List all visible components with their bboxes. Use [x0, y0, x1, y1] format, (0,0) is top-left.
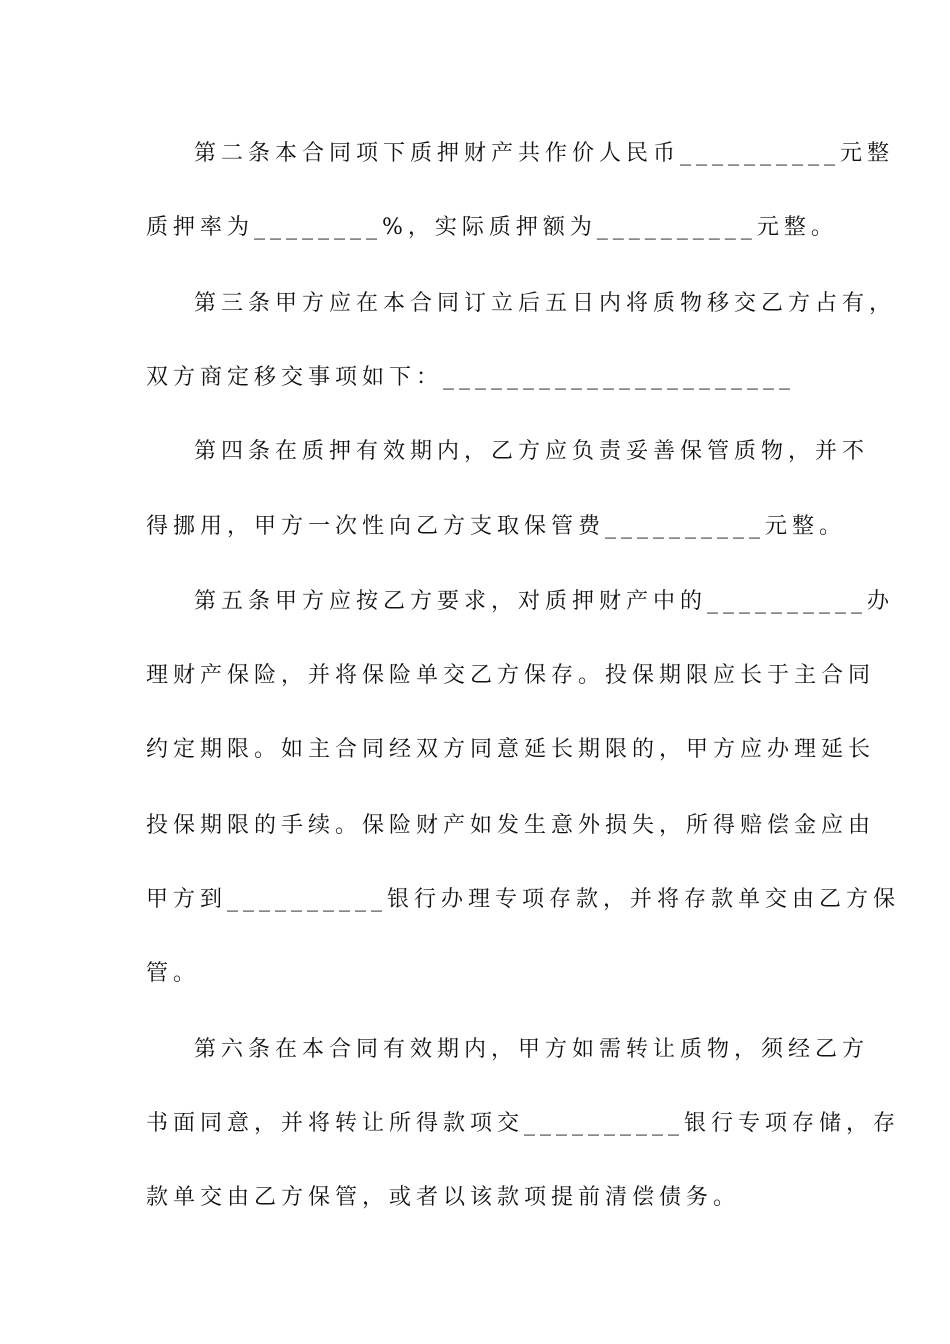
article-3-line-2: 双方商定移交事项如下：______________________ — [146, 365, 796, 390]
article-3-line-1: 第三条甲方应在本合同订立后五日内将质物移交乙方占有， — [194, 291, 897, 316]
article-5-line-1: 第五条甲方应按乙方要求，对质押财产中的__________办 — [194, 589, 895, 614]
article-2-line-1: 第二条本合同项下质押财产共作价人民币__________元整 — [194, 141, 895, 166]
article-6-line-3: 款单交由乙方保管，或者以该款项提前清偿债务。 — [146, 1185, 741, 1210]
article-6-line-1: 第六条在本合同有效期内，甲方如需转让质物，须经乙方 — [194, 1037, 870, 1062]
article-5-line-4: 投保期限的手续。保险财产如发生意外损失，所得赔偿金应由 — [146, 813, 876, 838]
article-2-line-2: 质押率为________%，实际质押额为__________元整。 — [146, 215, 838, 240]
article-5-line-6: 管。 — [146, 961, 201, 986]
article-4-line-2: 得挪用，甲方一次性向乙方支取保管费__________元整。 — [146, 514, 847, 539]
article-4-line-1: 第四条在质押有效期内，乙方应负责妥善保管质物，并不 — [194, 439, 870, 464]
article-6-line-2: 书面同意，并将转让所得款项交__________银行专项存储，存 — [146, 1111, 901, 1136]
article-5-line-2: 理财产保险，并将保险单交乙方保存。投保期限应长于主合同 — [146, 663, 876, 688]
article-5-line-5: 甲方到__________银行办理专项存款，并将存款单交由乙方保 — [146, 887, 901, 912]
article-5-line-3: 约定期限。如主合同经双方同意延长期限的，甲方应办理延长 — [146, 737, 876, 762]
